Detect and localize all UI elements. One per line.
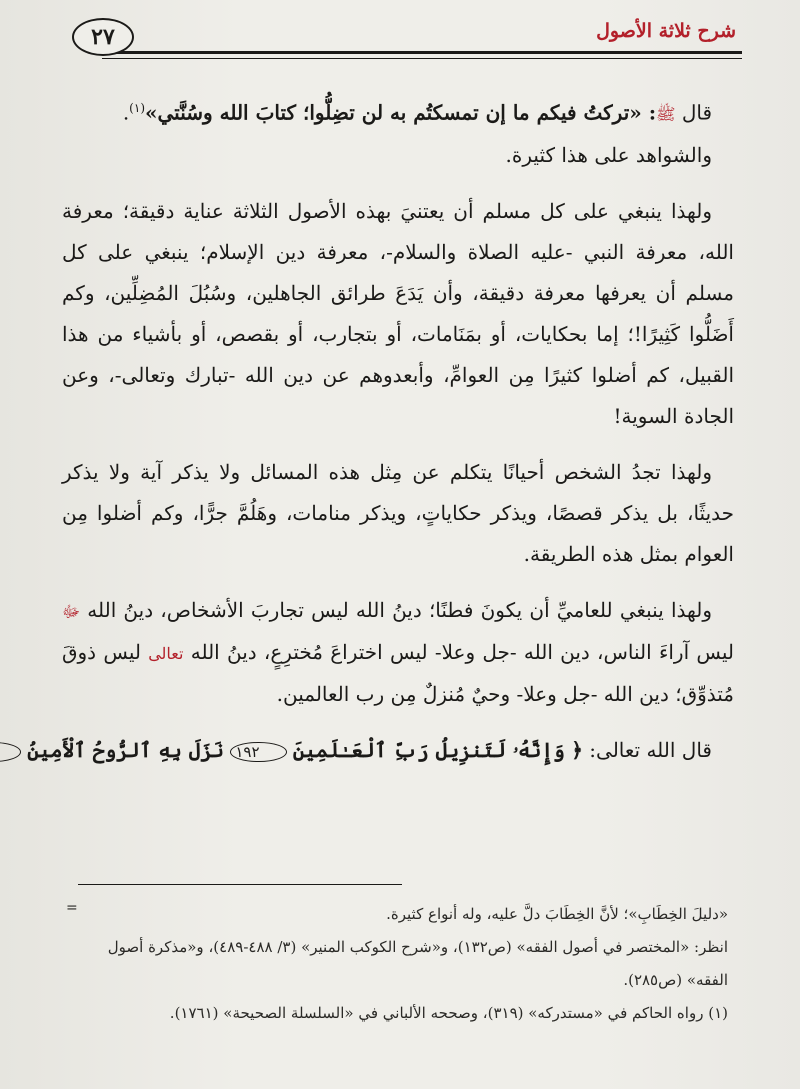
layman-text-b: ليس آراءَ الناس، دين الله -جل وعلا- ليس اختراعَ مُخترِعٍ، دينُ الله [190,639,735,664]
jalla-jalaluhu-seal-icon: ﷻ [62,601,81,621]
page-header [72,14,742,70]
hadith-end: . [122,100,130,125]
footnote-line-3: (١) رواه الحاكم في «مستدركه» (٣١٩)، وصححه الألباني في «السلسلة الصحيحة» (١٧٦١). [169,1004,728,1022]
verse-text-1: وَإِنَّهُۥ لَتَنزِيلُ رَبِّ ٱلْعَـٰلَمِينَ [292,737,565,762]
footnotes [62,898,734,1030]
paragraph-hadith [62,88,734,135]
paragraph-witnesses: والشواهد على هذا كثيرة. [505,142,712,167]
main-text [27,88,735,786]
footnote-line-2: انظر: «المختصر في أصول الفقه» (ص١٣٢)، و«شرح الكوكب المنير» (٣/ ٤٨٨-٤٨٩)، و«مذكرة أصول الفقه» (ص٢٨٥). [107,938,728,989]
ayah-number-1: ١٩٢ [230,742,286,762]
salawat-seal-icon: ﷺ [656,104,676,124]
paragraph-three-principles: ولهذا ينبغي على كل مسلم أن يعتنيَ بهذه الأصول الثلاثة عناية دقيقة؛ معرفة الله، معرفة النبي -عليه الصلاة والسلام-، معرفة دين الإسلام؛ ينبغي على كل مسلم أن يعرفها معرفة دقيقة، وأن يَدَعَ طرائق الجاهلين، وسُبُلَ المُضِلِّين، وكم أَضَلُّوا كَثِيرًا!؛ إما بحكايات، أو بمَنَامات، أو بتجارب، أو بقصص، أو بأشياء من هذا القبيل، كم أضلوا كثيرًا مِن العوامِّ، وأبعدوهم عن دين الله -تبارك وتعالى-، وعن الجادة السوية! [62,198,734,428]
book-title: شرح ثلاثة الأصول [596,20,736,42]
page-number: ٢٧ [72,18,134,56]
header-rule-thick [102,51,742,54]
footnote-divider [78,884,402,885]
verse-intro: قال الله تعالى: [589,737,712,762]
layman-text-a: ولهذا ينبغي للعاميِّ أن يكونَ فطنًا؛ دينُ الله ليس تجاربَ الأشخاص، دينُ الله [87,597,712,622]
hadith-intro: قال [681,100,712,125]
hadith-quote: : «تركتُ فيكم ما إن تمسكتُم به لن تضِلُّوا؛ كتابَ الله وسُنَّتي» [145,100,657,125]
paragraph-layman [62,590,734,715]
paragraph-quran-verse [27,730,734,771]
paragraph-stories: ولهذا تجدُ الشخص أحيانًا يتكلم عن مِثل هذه المسائل ولا يذكر آية ولا يذكر حديثًا، بل يذكر قصصًا، ويذكر حكاياتٍ، ويذكر منامات، وهَلُمَّ جرًّا، وكم أضلوا مِن العوام بمثل هذه الطريقة. [62,459,734,566]
ayah-number-2 [0,742,21,762]
footnote-ref-1: (١) [129,101,145,115]
verse-text-2: نَزَلَ بِهِ ٱلرُّوحُ ٱلْأَمِينُ [27,737,224,762]
header-rule-thin [102,58,742,59]
verse-open-bracket: ﴿ [571,737,583,762]
footnote-line-1: «دليلَ الخِطَابِ»؛ لأنَّ الخِطَابَ دلَّ عليه، وله أنواع كثيرة. [386,905,728,923]
taala-seal-icon: تعالى [148,643,184,663]
footnote-continuation-mark: = [66,900,78,916]
layman-text-c: ليس ذوقَ مُتذوِّق؛ دين الله -جل وعلا- وحيٌ مُنزلٌ مِن رب العالمين. [62,639,734,706]
